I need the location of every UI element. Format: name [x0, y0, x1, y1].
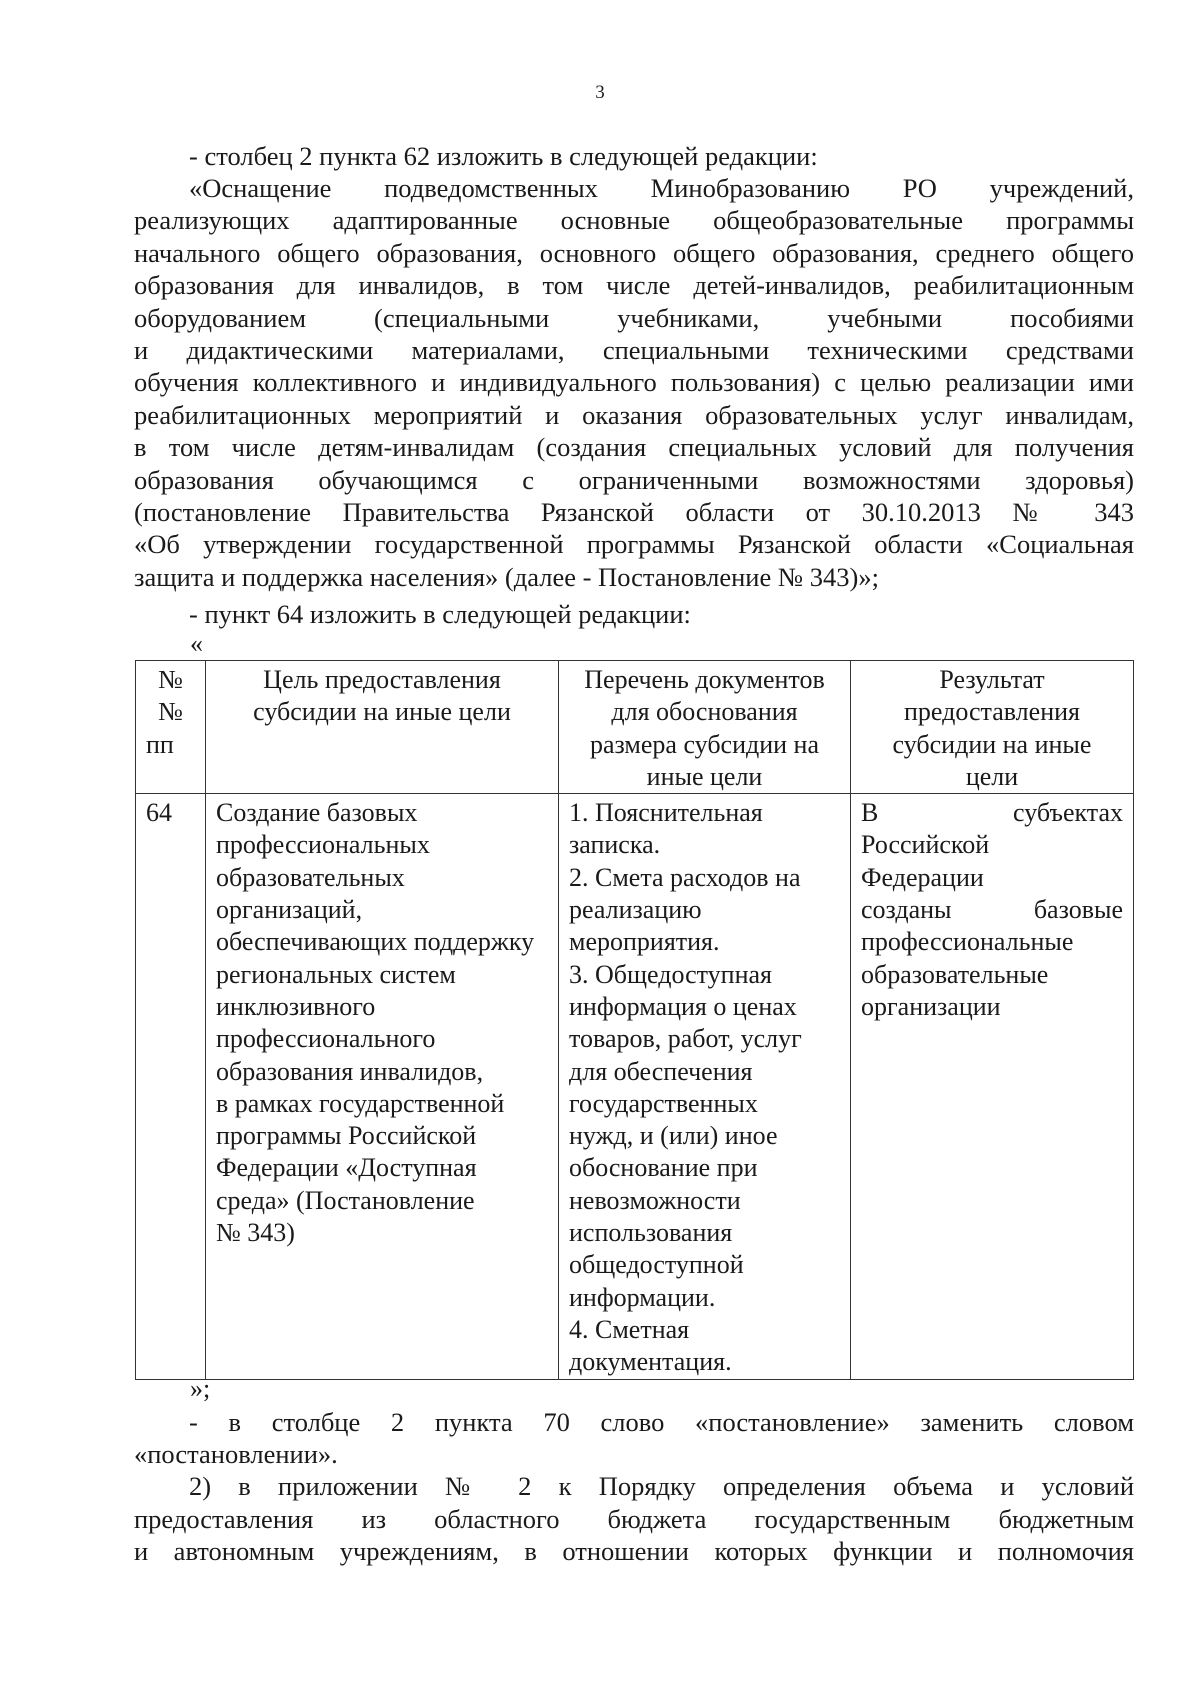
cell-number: 64 — [136, 794, 206, 1379]
cell-line: профессиональных — [216, 830, 430, 860]
cell-line: инклюзивного — [216, 991, 376, 1021]
quote-line: реализующих адаптированные основные общеобразовательные программы — [134, 205, 1134, 236]
cell-goal — [206, 794, 559, 1379]
quote-line: (постановление Правительства Рязанской области от 30.10.2013 № 343 — [134, 497, 1134, 528]
header-line: Результат — [939, 665, 1045, 694]
quote-line: защита и поддержка населения» (далее - Постановление № 343)»; — [134, 561, 879, 592]
cell-line: нужд, и (или) иное — [569, 1121, 778, 1151]
paragraph-line: предоставления из областного бюджета государственным бюджетным — [134, 1503, 1134, 1534]
cell-line: записка. — [569, 830, 661, 860]
header-documents — [559, 661, 851, 794]
cell-line: обоснование при — [569, 1153, 758, 1183]
header-line: иные цели — [646, 761, 763, 791]
paragraph-column-2-item-62 — [134, 140, 1134, 172]
quote-line: образования для инвалидов, в том числе детей-инвалидов, реабилитационным — [134, 270, 1134, 301]
paragraph-text: - пункт 64 изложить в следующей редакции: — [189, 599, 691, 629]
cell-line: 3. Общедоступная — [569, 959, 772, 989]
page-number: 3 — [595, 82, 605, 103]
cell-result — [851, 794, 1134, 1379]
paragraph-line: «постановлении». — [134, 1439, 338, 1469]
header-line: №№ — [158, 665, 183, 727]
cell-line: для обеспечения — [569, 1056, 753, 1086]
cell-line: 4. Сметная — [569, 1314, 690, 1344]
header-line: цели — [965, 761, 1019, 791]
header-line: Перечень документов — [584, 665, 825, 694]
cell-line: реализацию — [569, 895, 702, 925]
cell-line: организации — [861, 991, 1001, 1021]
cell-line: 2. Смета расходов на — [569, 862, 801, 892]
cell-line: мероприятия. — [569, 927, 720, 957]
quote-line: образования обучающимся с ограниченными возможностями здоровья) — [134, 464, 1134, 495]
cell-line: созданы базовые — [861, 895, 1123, 925]
cell-line: организаций, — [216, 895, 363, 925]
paragraph-line: - в столбце 2 пункта 70 слово «постановление» заменить словом — [189, 1407, 1134, 1437]
cell-line: в рамках государственной — [216, 1088, 505, 1118]
cell-line: информация о ценах — [569, 991, 797, 1021]
cell-line: Российской — [861, 830, 990, 860]
header-number — [136, 661, 206, 794]
paragraph-column-2-item-70 — [134, 1406, 1134, 1470]
cell-line: образования инвалидов, — [216, 1056, 484, 1086]
cell-line: общедоступной — [569, 1250, 744, 1280]
header-line: пп — [146, 729, 174, 759]
cell-line: образовательных — [216, 862, 405, 892]
cell-line: № 343) — [216, 1218, 295, 1248]
cell-line: 1. Пояснительная — [569, 798, 763, 828]
paragraph-appendix-2 — [134, 1470, 1134, 1568]
header-line: для обоснования — [611, 697, 798, 727]
quote-line: начального общего образования, основного общего образования, среднего общего — [134, 237, 1134, 268]
header-line: Цель предоставления — [263, 665, 501, 694]
quote-line: «Об утверждении государственной программы Рязанской области «Социальная — [134, 529, 1134, 560]
cell-line: Федерации — [861, 862, 984, 892]
cell-line: образовательные — [861, 959, 1049, 989]
table-header-row — [136, 661, 1134, 794]
cell-line: использования — [569, 1218, 733, 1248]
quoted-text-item-62 — [134, 172, 1134, 593]
paragraph-item-64 — [134, 598, 1134, 630]
cell-line: Создание базовых — [216, 798, 418, 828]
cell-line: товаров, работ, услуг — [569, 1024, 802, 1054]
cell-line: государственных — [569, 1088, 758, 1118]
cell-line: обеспечивающих поддержку — [216, 927, 535, 957]
cell-line: региональных систем — [216, 959, 456, 989]
paragraph-line: 2) в приложении № 2 к Порядку определения объема и условий — [189, 1471, 1134, 1501]
quote-line: оборудованием (специальными учебниками, учебными пособиями — [134, 302, 1134, 333]
item-64-table — [135, 660, 1134, 1380]
header-line: предоставления — [904, 697, 1080, 727]
cell-line: Федерации «Доступная — [216, 1153, 477, 1183]
paragraph-line: и автономным учреждениям, в отношении которых функции и полномочия — [134, 1536, 1134, 1566]
table-row — [136, 794, 1134, 1379]
cell-line: документация. — [569, 1347, 732, 1377]
header-goal — [206, 661, 559, 794]
quote-line: обучения коллективного и индивидуального пользования) с целью реализации ими — [134, 367, 1134, 398]
header-line: субсидии на иные цели — [253, 697, 511, 727]
cell-line: невозможности — [569, 1185, 741, 1215]
cell-line: В субъектах — [861, 798, 1123, 828]
header-line: размера субсидии на — [589, 729, 820, 759]
quote-line: и дидактическими материалами, специальными техническими средствами — [134, 335, 1134, 366]
opening-quote-mark: « — [190, 629, 203, 658]
header-result — [851, 661, 1134, 794]
paragraph-text: - столбец 2 пункта 62 изложить в следующей редакции: — [189, 141, 818, 171]
cell-line: программы Российской — [216, 1121, 477, 1151]
quote-line: реабилитационных мероприятий и оказания образовательных услуг инвалидам, — [134, 399, 1134, 430]
cell-line: среда» (Постановление — [216, 1185, 475, 1215]
cell-line: профессиональные — [861, 927, 1074, 957]
quote-line: в том числе детям-инвалидам (создания специальных условий для получения — [134, 432, 1134, 463]
cell-documents — [559, 794, 851, 1379]
cell-line: профессионального — [216, 1024, 436, 1054]
quote-line: «Оснащение подведомственных Минобразованию РО учреждений, — [189, 173, 1134, 203]
header-line: субсидии на иные — [892, 729, 1092, 759]
cell-line: информации. — [569, 1282, 716, 1312]
closing-quote-mark: »; — [190, 1374, 211, 1403]
